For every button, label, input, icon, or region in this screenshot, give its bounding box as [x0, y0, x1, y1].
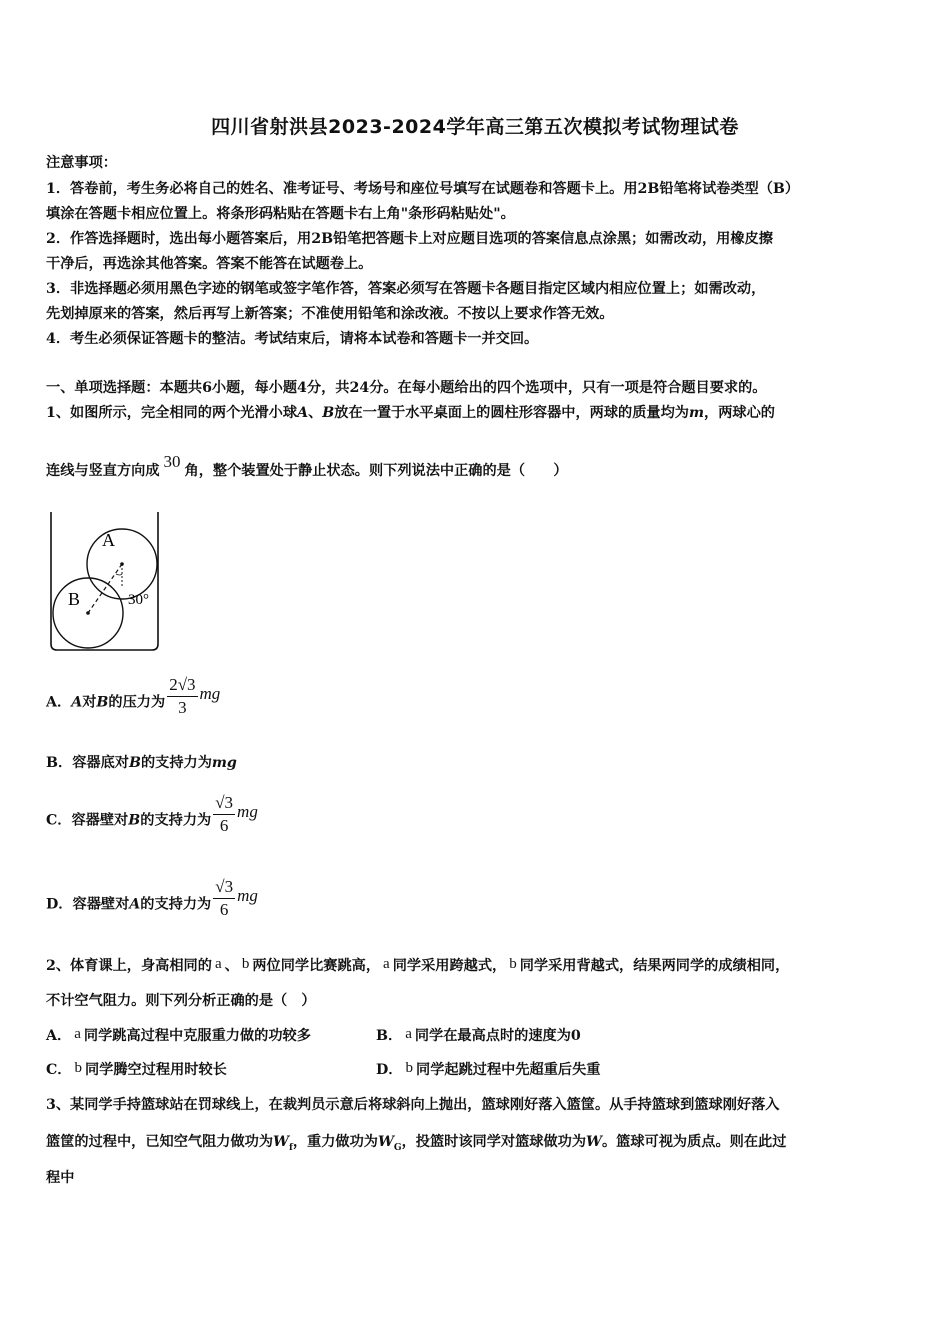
section-heading: 一、单项选择题：本题共6小题，每小题4分，共24分。在每小题给出的四个选项中，只有一项是符合题目要求的。: [46, 380, 767, 396]
option-var: A: [71, 694, 83, 711]
label-angle: 30°: [128, 592, 149, 608]
q3-wf-sub: f: [288, 1142, 293, 1153]
q1-line-1: [46, 402, 775, 422]
notice-line-4: 干净后，再选涂其他答案。答案不能答在试题卷上。: [46, 256, 373, 272]
q3-line-1: 3、某同学手持篮球站在罚球线上，在裁判员示意后将球斜向上抛出，篮球刚好落入篮筐。从手持篮球到篮球刚好落入: [46, 1097, 780, 1113]
option-text: 的支持力为: [140, 896, 212, 913]
option-var: A: [129, 896, 141, 913]
q3-line-2: [46, 1131, 786, 1153]
q1-text: 1、如图所示，完全相同的两个光滑小球: [46, 405, 298, 421]
q1-text: 放在一置于水平桌面上的圆柱形容器中，两球的质量均为: [334, 405, 689, 421]
notice-heading: 注意事项：: [46, 155, 117, 171]
numerator: 2√3: [167, 674, 197, 697]
q2-var-b: b: [241, 956, 250, 972]
option-text: 同学腾空过程用时较长: [84, 1062, 227, 1078]
q2-var-a: a: [383, 956, 390, 972]
q3-text: 篮筐的过程中，已知空气阻力做功为: [46, 1134, 274, 1150]
q1-ball-a: A: [297, 405, 309, 421]
q2-var-b: b: [509, 956, 517, 972]
option-text: 容器壁对: [71, 812, 129, 829]
page-title: 四川省射洪县2023-2024学年高三第五次模拟考试物理试卷: [211, 116, 739, 138]
notice-line-5: 3．非选择题必须用黑色字迹的钢笔或签字笔作答，答案必须写在答题卡各题目指定区域内相应位置上；如需改动，: [46, 281, 766, 297]
option-var: B: [128, 755, 141, 771]
option-label: A．: [46, 1028, 72, 1044]
q1-line-2: [46, 452, 568, 480]
option-text: 容器底对: [72, 755, 129, 771]
option-text: 对: [82, 694, 97, 711]
q2-option-c[interactable]: [46, 1059, 227, 1079]
label-b: B: [68, 589, 81, 609]
option-text: 同学在最高点时的速度为0: [414, 1028, 581, 1044]
q2-text: 同学采用背越式，结果两同学的成绩相同，: [519, 958, 790, 974]
q3-wf: W: [273, 1134, 289, 1150]
q3-wg: W: [377, 1134, 394, 1150]
option-text: 同学跳高过程中克服重力做的功较多: [83, 1028, 311, 1044]
angle-arc: [116, 574, 122, 575]
option-var: B: [128, 812, 141, 829]
q2-var-a: a: [405, 1026, 412, 1042]
q2-var-a: a: [214, 956, 222, 972]
option-var: mg: [211, 755, 237, 771]
option-var: B: [96, 694, 109, 711]
q2-line-1: [46, 955, 789, 975]
option-label: C．: [46, 1062, 72, 1078]
q1-option-d[interactable]: [46, 877, 258, 927]
q2-option-a[interactable]: [46, 1025, 311, 1045]
center-b: [86, 611, 90, 615]
numerator: √3: [213, 792, 235, 815]
q3-text: ，投篮时该同学对篮球做功为: [401, 1134, 587, 1150]
notice-line-6: 先划掉原来的答案，然后再写上新答案；不准使用铅笔和涂改液。不按以上要求作答无效。: [46, 306, 614, 322]
q2-sep: 、: [224, 958, 239, 974]
denominator: 6: [219, 816, 229, 835]
q3-w: W: [586, 1134, 602, 1150]
q1-option-c[interactable]: [46, 793, 258, 843]
q1-text: ，两球心的: [704, 405, 775, 421]
option-text: 容器壁对: [72, 896, 130, 913]
option-text: 的支持力为: [140, 812, 212, 829]
notice-line-1: 1．答卷前，考生务必将自己的姓名、准考证号、考场号和座位号填写在试题卷和答题卡上。用2B铅笔将试卷类型（B）: [46, 181, 800, 197]
label-a: A: [102, 530, 115, 550]
unit: mg: [237, 885, 258, 905]
q1-sep: 、: [308, 405, 323, 421]
q3-text: ，重力做功为: [292, 1134, 378, 1150]
q1-option-a[interactable]: [46, 675, 221, 725]
option-text: 的压力为: [108, 694, 166, 711]
q2-var-b: b: [405, 1060, 413, 1076]
q2-option-d[interactable]: [376, 1059, 600, 1079]
q2-var-b: b: [74, 1060, 82, 1076]
q1-option-b[interactable]: [46, 752, 237, 772]
fraction: [213, 876, 235, 921]
notice-line-3: 2．作答选择题时，选出每小题答案后，用2B铅笔把答题卡上对应题目选项的答案信息点涂黑；如需改动，用橡皮擦: [46, 231, 773, 247]
denominator: 3: [178, 698, 187, 717]
fraction: [167, 674, 197, 719]
option-label: A．: [46, 694, 72, 711]
q1-text: 连线与竖直方向成: [46, 463, 160, 479]
q3-line-3: 程中: [46, 1170, 75, 1186]
option-text: 的支持力为: [140, 755, 212, 771]
center-a: [120, 562, 124, 566]
fraction: [213, 792, 235, 837]
q2-text: 同学采用跨越式，: [392, 958, 507, 974]
q1-ball-b: B: [322, 405, 335, 421]
denominator: 6: [219, 900, 229, 919]
q1-angle: 30: [163, 452, 181, 471]
q1-figure: [46, 508, 166, 654]
numerator: √3: [213, 876, 235, 899]
option-label: D．: [46, 896, 73, 913]
option-text: 同学起跳过程中先超重后失重: [416, 1062, 601, 1078]
q2-text: 2、体育课上，身高相同的: [46, 958, 212, 974]
q1-mass: m: [688, 405, 704, 421]
q2-var-a: a: [74, 1026, 81, 1042]
notice-line-2: 填涂在答题卡相应位置上。将条形码粘贴在答题卡右上角"条形码粘贴处"。: [46, 206, 515, 222]
notice-line-7: 4．考生必须保证答题卡的整洁。考试结束后，请将本试卷和答题卡一并交回。: [46, 331, 539, 347]
option-label: D．: [376, 1062, 403, 1078]
option-label: B．: [376, 1028, 403, 1044]
option-label: C．: [46, 812, 72, 829]
option-label: B．: [46, 755, 73, 771]
q1-text: 角，整个装置处于静止状态。则下列说法中正确的是（ ）: [184, 463, 568, 479]
q3-text: 。篮球可视为质点。则在此过: [601, 1134, 787, 1150]
unit: mg: [199, 683, 221, 703]
q2-option-b[interactable]: [376, 1025, 581, 1045]
q2-text: 两位同学比赛跳高，: [252, 958, 381, 974]
q3-wg-sub: G: [393, 1142, 402, 1153]
q2-line-2: 不计空气阻力。则下列分析正确的是（ ）: [46, 993, 316, 1009]
center-line: [88, 564, 122, 613]
unit: mg: [237, 801, 258, 821]
